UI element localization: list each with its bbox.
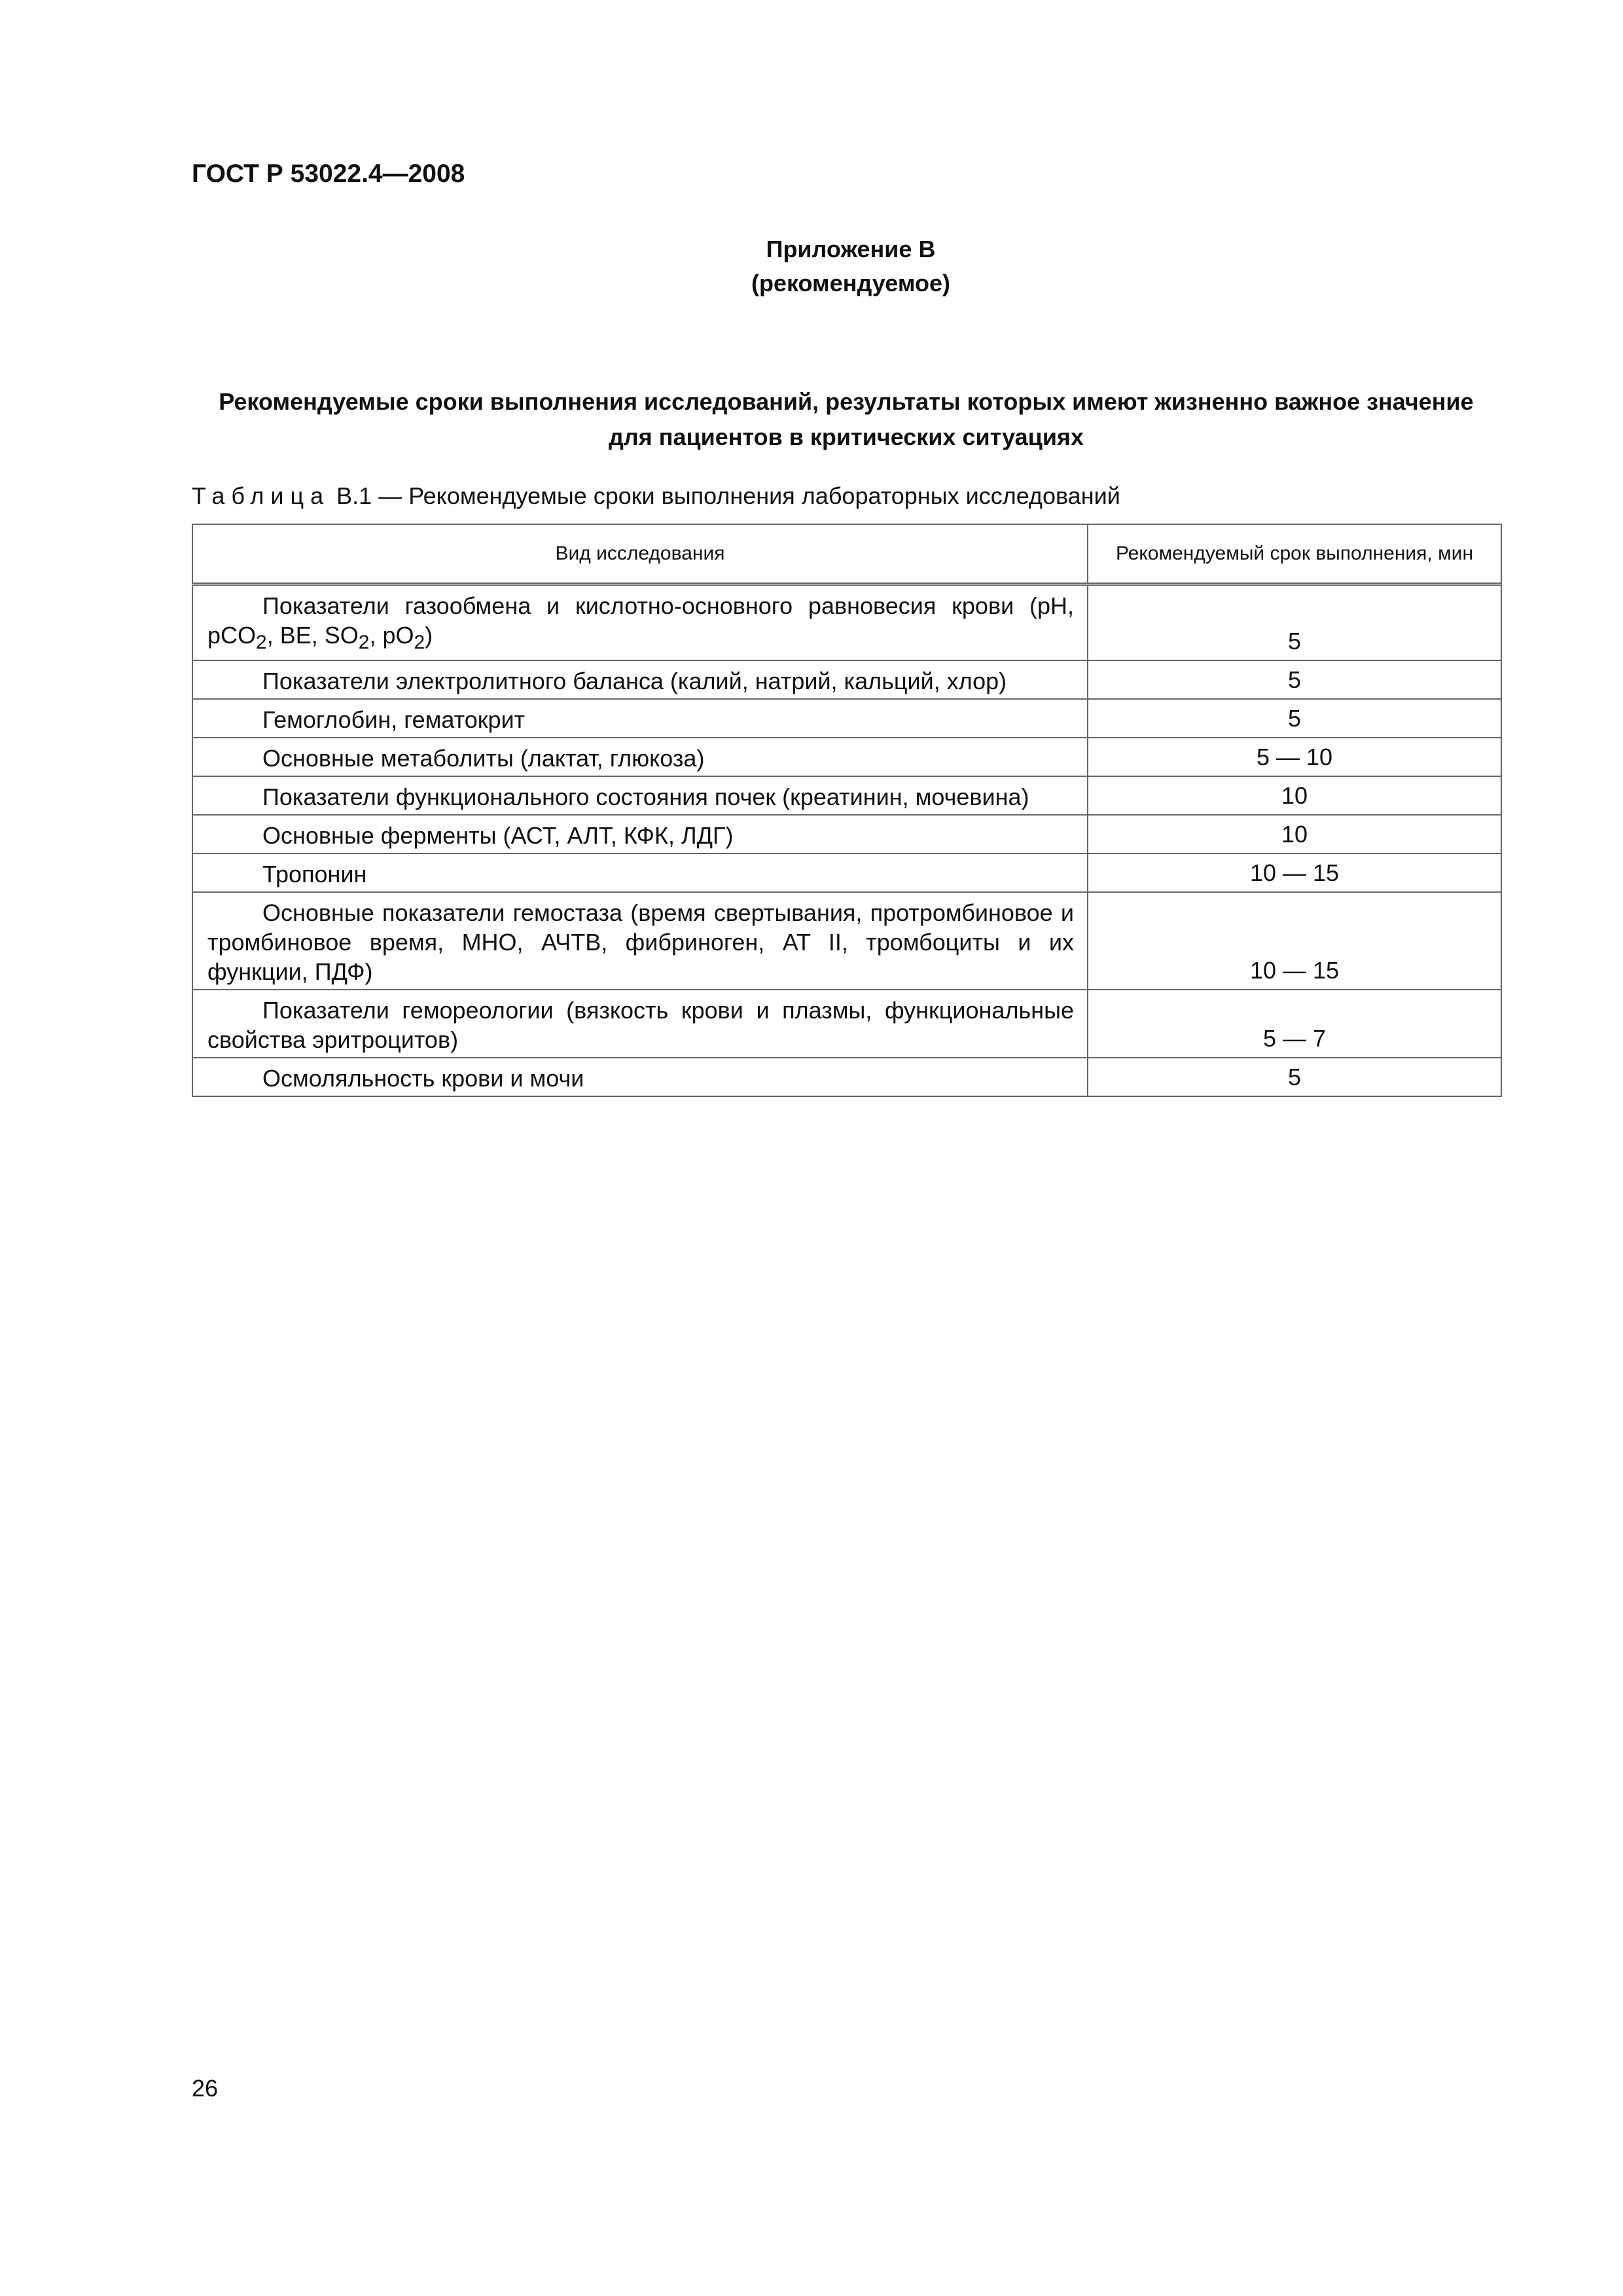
table-row <box>192 699 1501 738</box>
row-desc: Основные ферменты (АСТ, АЛТ, КФК, ЛДГ) <box>192 815 1088 853</box>
table-row <box>192 853 1501 892</box>
title-line-2: для пациентов в критических ситуациях <box>608 423 1084 450</box>
row-value: 5 <box>1088 584 1501 661</box>
row-value: 10 — 15 <box>1088 892 1501 990</box>
row-desc: Показатели газообмена и кислотно-основного равновесия крови (pH, pCO$_2$, BE, $SO_2$, $pO_2$) <box>192 584 1088 661</box>
appendix-heading <box>668 232 1034 300</box>
header-time: Рекомендуемый срок выполнения, мин <box>1088 524 1501 584</box>
row-desc: Гемоглобин, гематокрит <box>192 699 1088 738</box>
caption-word: Таблица <box>192 482 330 509</box>
table-row <box>192 660 1501 699</box>
row-desc: Тропонин <box>192 853 1088 892</box>
appendix-title: Приложение В <box>766 236 936 262</box>
table-row <box>192 738 1501 776</box>
title-line-1: Рекомендуемые сроки выполнения исследований, результаты которых имеют жизненно важное значение <box>219 388 1474 415</box>
row-desc: Показатели функционального состояния почек (креатинин, мочевина) <box>192 776 1088 815</box>
appendix-status: (рекомендуемое) <box>751 270 950 296</box>
table-row <box>192 892 1501 990</box>
row-desc: Показатели гемореологии (вязкость крови и плазмы, функциональные свойства эритроцитов) <box>192 990 1088 1058</box>
row-value: 5 <box>1088 699 1501 738</box>
row-value: 10 <box>1088 815 1501 853</box>
table-header-row <box>192 524 1501 584</box>
row-value: 10 — 15 <box>1088 853 1501 892</box>
row-desc: Показатели электролитного баланса (калий, натрий, кальций, хлор) <box>192 660 1088 699</box>
table-row <box>192 584 1501 661</box>
table-caption <box>192 482 1120 510</box>
row-value: 10 <box>1088 776 1501 815</box>
table-row <box>192 1058 1501 1096</box>
row-value: 5 <box>1088 1058 1501 1096</box>
page-number: 26 <box>192 2075 219 2102</box>
standard-code: ГОСТ Р 53022.4—2008 <box>192 160 465 188</box>
row-desc: Основные показатели гемостаза (время свертывания, протромбиновое и тромбиновое время, МНО, АЧТВ, фибриноген, AT II, тромбоциты и их функции, ПДФ) <box>192 892 1088 990</box>
table-row <box>192 990 1501 1058</box>
header-test-type: Вид исследования <box>192 524 1088 584</box>
row-desc: Осмоляльность крови и мочи <box>192 1058 1088 1096</box>
row-desc: Основные метаболиты (лактат, глюкоза) <box>192 738 1088 776</box>
lab-tests-table <box>192 524 1502 1097</box>
row-value: 5 — 10 <box>1088 738 1501 776</box>
table-row <box>192 776 1501 815</box>
document-title <box>192 384 1501 455</box>
caption-text: В.1 — Рекомендуемые сроки выполнения лабораторных исследований <box>336 482 1120 509</box>
row-value: 5 <box>1088 660 1501 699</box>
row-value: 5 — 7 <box>1088 990 1501 1058</box>
table-row <box>192 815 1501 853</box>
